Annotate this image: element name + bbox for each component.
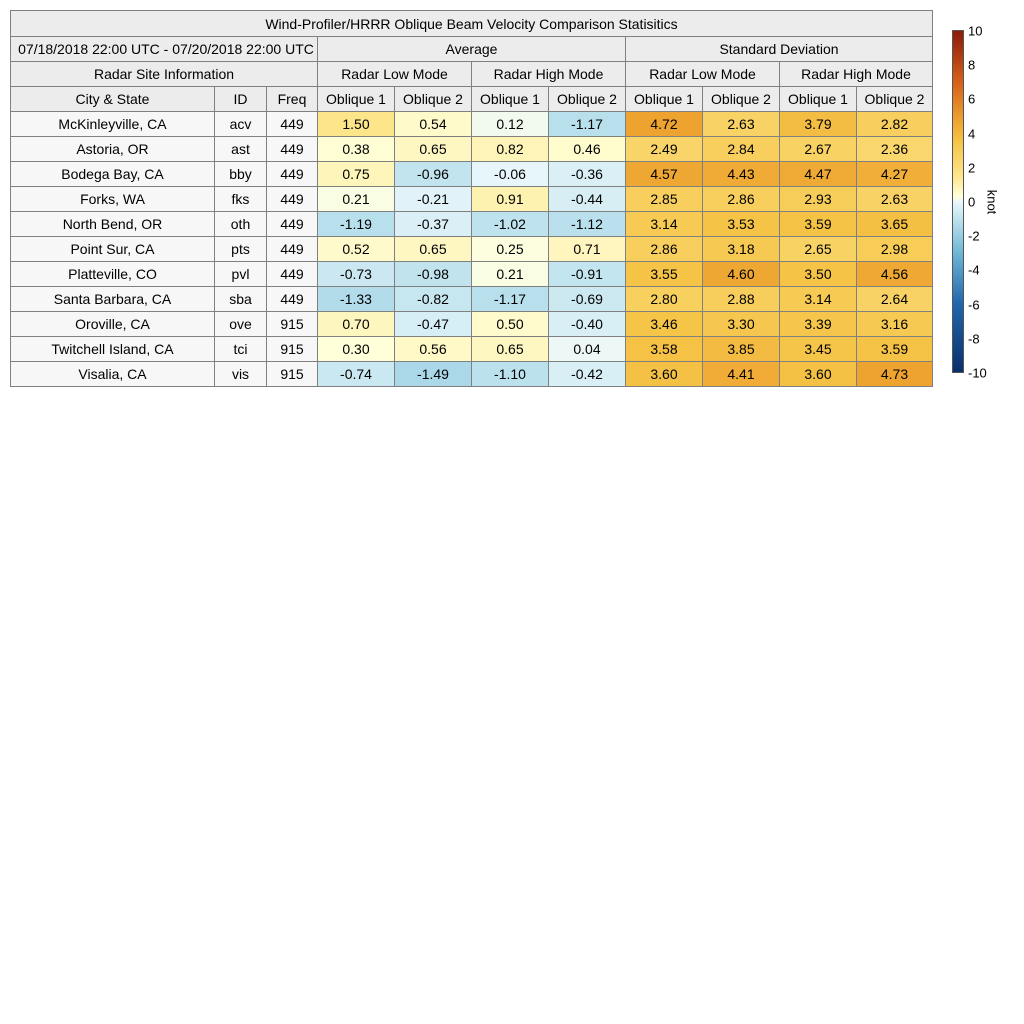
value-cell: -0.36 [549, 162, 626, 187]
site-city: Twitchell Island, CA [11, 337, 215, 362]
column-header: ID [215, 87, 267, 112]
value-cell: 0.52 [318, 237, 395, 262]
value-cell: -0.40 [549, 312, 626, 337]
value-cell: 0.12 [472, 112, 549, 137]
value-cell: 0.70 [318, 312, 395, 337]
colorbar-tick-label: 10 [968, 23, 983, 39]
table-row [11, 262, 933, 287]
site-city: Visalia, CA [11, 362, 215, 387]
column-header: Oblique 1 [472, 87, 549, 112]
table-row [11, 237, 933, 262]
table-row [11, 187, 933, 212]
value-cell: 2.98 [857, 237, 933, 262]
value-cell: -0.44 [549, 187, 626, 212]
colorbar-tick-label: 8 [968, 57, 976, 73]
value-cell: 2.65 [780, 237, 857, 262]
value-cell: 3.59 [780, 212, 857, 237]
value-cell: 3.79 [780, 112, 857, 137]
colorbar-tick-label: -10 [968, 365, 987, 381]
site-freq: 449 [267, 187, 318, 212]
site-city: McKinleyville, CA [11, 112, 215, 137]
group-header-std-dev: Standard Deviation [626, 37, 933, 62]
value-cell: 0.56 [395, 337, 472, 362]
site-freq: 449 [267, 137, 318, 162]
site-id: ove [215, 312, 267, 337]
value-cell: 2.85 [626, 187, 703, 212]
value-cell: -0.91 [549, 262, 626, 287]
date-range: 07/18/2018 22:00 UTC - 07/20/2018 22:00 UTC [11, 37, 318, 62]
table-row [11, 312, 933, 337]
mode-header-avg-high: Radar High Mode [472, 62, 626, 87]
site-freq: 449 [267, 162, 318, 187]
group-header-average: Average [318, 37, 626, 62]
value-cell: 0.21 [472, 262, 549, 287]
value-cell: -0.47 [395, 312, 472, 337]
value-cell: 0.38 [318, 137, 395, 162]
site-id: fks [215, 187, 267, 212]
column-header: Oblique 1 [626, 87, 703, 112]
site-city: North Bend, OR [11, 212, 215, 237]
site-id: bby [215, 162, 267, 187]
value-cell: 0.25 [472, 237, 549, 262]
value-cell: 0.65 [395, 137, 472, 162]
value-cell: 0.71 [549, 237, 626, 262]
value-cell: -1.17 [549, 112, 626, 137]
value-cell: 3.45 [780, 337, 857, 362]
value-cell: 3.59 [857, 337, 933, 362]
value-cell: 3.14 [780, 287, 857, 312]
value-cell: 3.85 [703, 337, 780, 362]
site-id: oth [215, 212, 267, 237]
value-cell: 4.27 [857, 162, 933, 187]
site-id: acv [215, 112, 267, 137]
value-cell: 3.60 [626, 362, 703, 387]
value-cell: 0.91 [472, 187, 549, 212]
site-city: Bodega Bay, CA [11, 162, 215, 187]
value-cell: 4.60 [703, 262, 780, 287]
colorbar-tick-label: -4 [968, 262, 980, 278]
value-cell: 4.47 [780, 162, 857, 187]
value-cell: -0.82 [395, 287, 472, 312]
value-cell: 0.65 [395, 237, 472, 262]
site-freq: 915 [267, 337, 318, 362]
value-cell: 3.39 [780, 312, 857, 337]
value-cell: -1.12 [549, 212, 626, 237]
column-header-row [11, 87, 933, 112]
value-cell: -1.10 [472, 362, 549, 387]
column-header: Oblique 1 [318, 87, 395, 112]
site-freq: 449 [267, 237, 318, 262]
value-cell: 3.50 [780, 262, 857, 287]
table-row [11, 337, 933, 362]
value-cell: 2.93 [780, 187, 857, 212]
mode-header-std-low: Radar Low Mode [626, 62, 780, 87]
value-cell: -0.06 [472, 162, 549, 187]
table-row [11, 112, 933, 137]
site-id: pts [215, 237, 267, 262]
column-header: Oblique 2 [703, 87, 780, 112]
value-cell: 0.04 [549, 337, 626, 362]
column-header: Oblique 2 [549, 87, 626, 112]
value-cell: 0.75 [318, 162, 395, 187]
colorbar-tick-label: -2 [968, 228, 980, 244]
value-cell: 0.65 [472, 337, 549, 362]
site-id: ast [215, 137, 267, 162]
value-cell: 0.54 [395, 112, 472, 137]
site-id: pvl [215, 262, 267, 287]
site-freq: 915 [267, 312, 318, 337]
column-header: Oblique 2 [857, 87, 933, 112]
value-cell: -0.73 [318, 262, 395, 287]
value-cell: 0.50 [472, 312, 549, 337]
value-cell: -1.17 [472, 287, 549, 312]
colorbar-tick-label: -8 [968, 331, 980, 347]
value-cell: -0.21 [395, 187, 472, 212]
value-cell: 3.30 [703, 312, 780, 337]
value-cell: -0.37 [395, 212, 472, 237]
value-cell: 2.36 [857, 137, 933, 162]
value-cell: 3.16 [857, 312, 933, 337]
site-city: Santa Barbara, CA [11, 287, 215, 312]
site-freq: 915 [267, 362, 318, 387]
value-cell: 0.30 [318, 337, 395, 362]
value-cell: 2.63 [857, 187, 933, 212]
value-cell: 2.88 [703, 287, 780, 312]
colorbar-tick-label: 0 [968, 194, 976, 210]
value-cell: -1.02 [472, 212, 549, 237]
value-cell: -0.69 [549, 287, 626, 312]
table-row [11, 162, 933, 187]
value-cell: 3.18 [703, 237, 780, 262]
mode-header-std-high: Radar High Mode [780, 62, 933, 87]
value-cell: 4.41 [703, 362, 780, 387]
value-cell: 4.57 [626, 162, 703, 187]
site-id: tci [215, 337, 267, 362]
value-cell: 3.14 [626, 212, 703, 237]
value-cell: -1.33 [318, 287, 395, 312]
value-cell: -1.19 [318, 212, 395, 237]
stats-table [10, 10, 933, 387]
table-body [11, 112, 933, 387]
colorbar-tick-label: 4 [968, 126, 976, 142]
site-city: Forks, WA [11, 187, 215, 212]
column-header: Freq [267, 87, 318, 112]
value-cell: 2.86 [703, 187, 780, 212]
colorbar-tick-label: 2 [968, 160, 976, 176]
value-cell: 0.82 [472, 137, 549, 162]
value-cell: 3.46 [626, 312, 703, 337]
site-city: Astoria, OR [11, 137, 215, 162]
value-cell: 2.84 [703, 137, 780, 162]
value-cell: -0.96 [395, 162, 472, 187]
value-cell: 2.67 [780, 137, 857, 162]
site-freq: 449 [267, 112, 318, 137]
site-city: Point Sur, CA [11, 237, 215, 262]
value-cell: 3.53 [703, 212, 780, 237]
column-header: City & State [11, 87, 215, 112]
table-row [11, 362, 933, 387]
value-cell: 4.72 [626, 112, 703, 137]
column-header: Oblique 1 [780, 87, 857, 112]
value-cell: -1.49 [395, 362, 472, 387]
value-cell: 3.65 [857, 212, 933, 237]
table-row [11, 212, 933, 237]
value-cell: 0.21 [318, 187, 395, 212]
value-cell: 3.60 [780, 362, 857, 387]
site-id: sba [215, 287, 267, 312]
table-title: Wind-Profiler/HRRR Oblique Beam Velocity Comparison Statisitics [11, 11, 933, 37]
table-row [11, 137, 933, 162]
mode-header-avg-low: Radar Low Mode [318, 62, 472, 87]
column-header: Oblique 2 [395, 87, 472, 112]
site-id: vis [215, 362, 267, 387]
site-city: Platteville, CO [11, 262, 215, 287]
value-cell: 0.46 [549, 137, 626, 162]
value-cell: 2.63 [703, 112, 780, 137]
colorbar [952, 30, 964, 373]
section-label: Radar Site Information [11, 62, 318, 87]
value-cell: 3.58 [626, 337, 703, 362]
value-cell: 1.50 [318, 112, 395, 137]
value-cell: -0.74 [318, 362, 395, 387]
site-freq: 449 [267, 212, 318, 237]
value-cell: -0.42 [549, 362, 626, 387]
site-freq: 449 [267, 262, 318, 287]
value-cell: 4.73 [857, 362, 933, 387]
value-cell: 3.55 [626, 262, 703, 287]
value-cell: 2.82 [857, 112, 933, 137]
table-row [11, 287, 933, 312]
site-city: Oroville, CA [11, 312, 215, 337]
value-cell: 4.56 [857, 262, 933, 287]
site-freq: 449 [267, 287, 318, 312]
value-cell: -0.98 [395, 262, 472, 287]
value-cell: 4.43 [703, 162, 780, 187]
colorbar-tick-label: 6 [968, 91, 976, 107]
value-cell: 2.64 [857, 287, 933, 312]
value-cell: 2.86 [626, 237, 703, 262]
colorbar-tick-label: -6 [968, 297, 980, 313]
colorbar-unit-label: knot [984, 189, 1000, 215]
value-cell: 2.49 [626, 137, 703, 162]
value-cell: 2.80 [626, 287, 703, 312]
